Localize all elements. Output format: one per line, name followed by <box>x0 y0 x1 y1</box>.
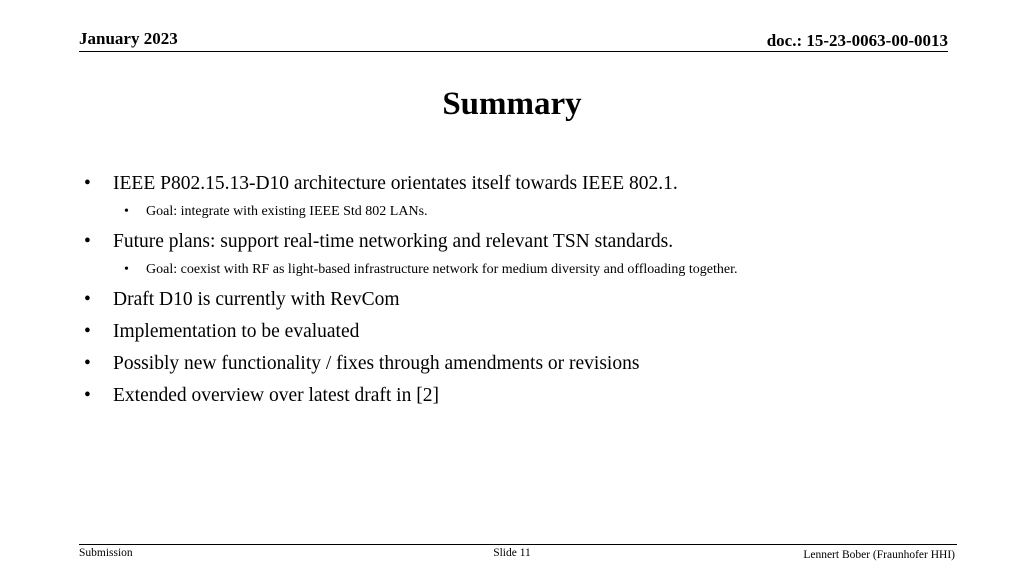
bullet-marker: • <box>124 204 129 219</box>
bullet-marker: • <box>84 321 91 342</box>
bullet-item <box>84 288 400 312</box>
bullet-text: Possibly new functionality / fixes through amendments or revisions <box>113 353 640 374</box>
bullet-text: Goal: coexist with RF as light-based infrastructure network for medium diversity and offloading together. <box>146 262 738 277</box>
bullet-marker: • <box>84 173 91 194</box>
bullet-marker: • <box>84 289 91 310</box>
bullet-marker: • <box>84 353 91 374</box>
bullet-item <box>84 352 639 376</box>
bullet-text: Extended overview over latest draft in [2] <box>113 385 439 406</box>
bullet-text: Future plans: support real-time networking and relevant TSN standards. <box>113 231 674 252</box>
bullet-text: Implementation to be evaluated <box>113 321 360 342</box>
footer-slide-number: Slide 11 <box>493 547 531 559</box>
bullet-text: Goal: integrate with existing IEEE Std 802 LANs. <box>146 204 428 219</box>
bullet-marker: • <box>84 385 91 406</box>
bullet-text: IEEE P802.15.13-D10 architecture orientates itself towards IEEE 802.1. <box>113 173 678 194</box>
bullet-item <box>84 320 359 344</box>
footer-submission: Submission <box>79 547 133 559</box>
bullet-marker: • <box>84 231 91 252</box>
slide-title: Summary <box>442 86 582 122</box>
bullet-item <box>84 230 673 254</box>
sub-bullet-item <box>124 203 428 221</box>
footer-divider <box>79 544 957 545</box>
bullet-text: Draft D10 is currently with RevCom <box>113 289 400 310</box>
bullet-item <box>84 384 439 408</box>
header-doc-id: doc.: 15-23-0063-00-0013 <box>766 31 948 50</box>
bullet-item <box>84 172 678 196</box>
bullet-marker: • <box>124 262 129 277</box>
footer-author: Lennert Bober (Fraunhofer HHI) <box>803 549 955 561</box>
sub-bullet-item <box>124 261 738 279</box>
header-date: January 2023 <box>79 29 178 48</box>
